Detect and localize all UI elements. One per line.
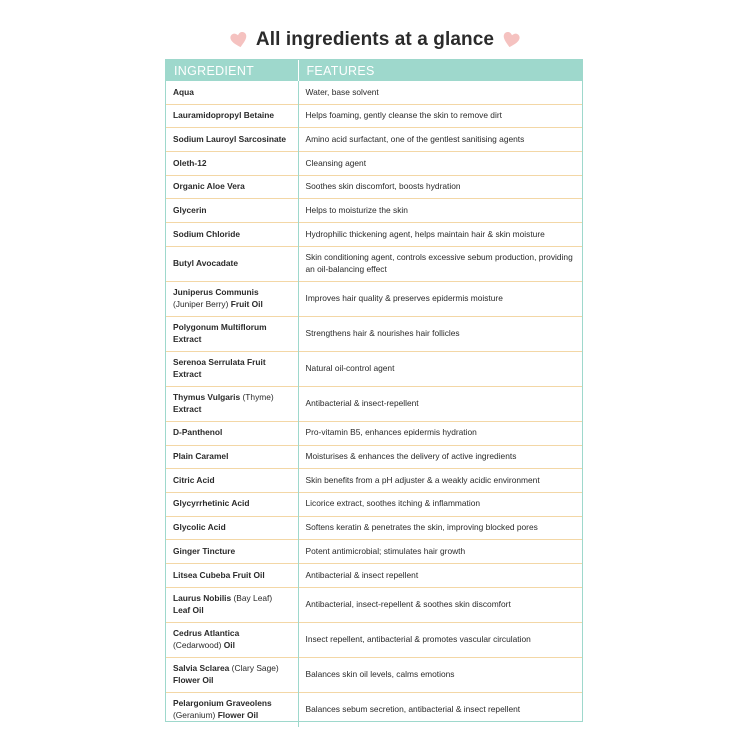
heart-icon bbox=[502, 32, 520, 48]
table-row bbox=[166, 540, 582, 564]
ingredient-name: Leaf Oil bbox=[173, 604, 204, 615]
ingredient-name: Sodium Lauroyl Sarcosinate bbox=[173, 133, 287, 144]
feature-cell: Amino acid surfactant, one of the gentlest sanitising agents bbox=[298, 128, 582, 152]
table-row bbox=[166, 175, 582, 199]
ingredient-cell bbox=[166, 175, 298, 199]
ingredient-name: Aqua bbox=[173, 86, 194, 97]
feature-cell: Skin conditioning agent, controls excessive sebum production, providing an oil-balancing effect bbox=[298, 246, 582, 281]
ingredient-cell bbox=[166, 81, 298, 104]
ingredient-name: (Geranium) bbox=[173, 709, 218, 720]
table-row bbox=[166, 199, 582, 223]
ingredient-name: (Bay Leaf) bbox=[233, 593, 273, 604]
feature-cell: Insect repellent, antibacterial & promotes vascular circulation bbox=[298, 622, 582, 657]
ingredient-cell bbox=[166, 692, 298, 727]
table-row bbox=[166, 246, 582, 281]
table-row bbox=[166, 128, 582, 152]
ingredient-name: Lauramidopropyl Betaine bbox=[173, 110, 274, 121]
feature-cell: Water, base solvent bbox=[305, 86, 379, 97]
ingredient-name: Pelargonium Graveolens bbox=[173, 698, 272, 709]
feature-cell: Licorice extract, soothes itching & inflammation bbox=[298, 492, 582, 516]
ingredient-cell bbox=[166, 622, 298, 657]
feature-cell: Improves hair quality & preserves epidermis moisture bbox=[298, 281, 582, 316]
table-row bbox=[166, 386, 582, 421]
ingredient-name: Extract bbox=[173, 403, 202, 414]
ingredient-cell bbox=[166, 492, 298, 516]
ingredient-name: Plain Caramel bbox=[173, 451, 229, 462]
feature-cell: Potent antimicrobial; stimulates hair growth bbox=[298, 540, 582, 564]
page-header bbox=[0, 26, 750, 54]
ingredient-name: D-Panthenol bbox=[173, 427, 223, 438]
table-row bbox=[166, 657, 582, 692]
feature-cell: Helps to moisturize the skin bbox=[298, 199, 582, 223]
table-row bbox=[166, 316, 582, 351]
table-row bbox=[166, 223, 582, 247]
ingredient-name: Oleth-12 bbox=[173, 157, 207, 168]
feature-cell: Balances skin oil levels, calms emotions bbox=[298, 657, 582, 692]
feature-cell: Strengthens hair & nourishes hair follicles bbox=[298, 316, 582, 351]
table-row bbox=[166, 152, 582, 176]
ingredient-name: Cedrus Atlantica bbox=[173, 628, 240, 639]
feature-cell: Softens keratin & penetrates the skin, improving blocked pores bbox=[298, 516, 582, 540]
ingredient-name: Flower Oil bbox=[217, 709, 259, 720]
ingredient-cell bbox=[166, 587, 298, 622]
table-row bbox=[166, 563, 582, 587]
ingredient-name: Oil bbox=[223, 639, 235, 650]
table-row bbox=[166, 516, 582, 540]
feature-cell: Moisturises & enhances the delivery of active ingredients bbox=[298, 445, 582, 469]
feature-cell: Helps foaming, gently cleanse the skin to remove dirt bbox=[298, 104, 582, 128]
table-row bbox=[166, 587, 582, 622]
ingredient-name: Organic Aloe Vera bbox=[173, 181, 245, 192]
ingredient-cell bbox=[166, 281, 298, 316]
ingredient-name: Butyl Avocadate bbox=[173, 258, 238, 269]
ingredient-name: Citric Acid bbox=[173, 474, 215, 485]
table-row bbox=[166, 692, 582, 727]
ingredient-cell bbox=[166, 540, 298, 564]
column-header-ingredient: INGREDIENT bbox=[166, 60, 298, 81]
ingredient-name: (Clary Sage) bbox=[231, 663, 279, 674]
column-header-features: FEATURES bbox=[298, 60, 582, 81]
feature-cell: Balances sebum secretion, antibacterial & insect repellent bbox=[298, 692, 582, 727]
ingredient-name: Glycyrrhetinic Acid bbox=[173, 498, 250, 509]
feature-cell: Hydrophilic thickening agent, helps maintain hair & skin moisture bbox=[298, 223, 582, 247]
feature-cell: Soothes skin discomfort, boosts hydration bbox=[298, 175, 582, 199]
ingredient-cell bbox=[166, 563, 298, 587]
ingredient-name: (Cedarwood) bbox=[173, 639, 224, 650]
ingredient-name: Litsea Cubeba Fruit Oil bbox=[173, 569, 265, 580]
heart-icon bbox=[230, 32, 248, 48]
ingredient-cell bbox=[166, 104, 298, 128]
table-row bbox=[166, 445, 582, 469]
ingredient-name: Juniperus Communis bbox=[173, 287, 259, 298]
ingredient-cell bbox=[166, 128, 298, 152]
table-body bbox=[166, 81, 582, 727]
ingredient-name: Fruit Oil bbox=[230, 298, 263, 309]
ingredient-cell bbox=[166, 152, 298, 176]
table-row bbox=[166, 421, 582, 445]
ingredient-cell bbox=[166, 316, 298, 351]
ingredient-name: Ginger Tincture bbox=[173, 545, 236, 556]
ingredient-cell bbox=[166, 199, 298, 223]
ingredient-name: Flower Oil bbox=[173, 674, 214, 685]
ingredient-cell bbox=[166, 421, 298, 445]
ingredient-name: Glycerin bbox=[173, 205, 207, 216]
ingredient-name: Laurus Nobilis bbox=[173, 593, 234, 604]
table-row bbox=[166, 351, 582, 386]
ingredient-name: Sodium Chloride bbox=[173, 228, 240, 239]
feature-cell: Antibacterial & insect repellent bbox=[298, 563, 582, 587]
ingredient-name: Glycolic Acid bbox=[173, 522, 226, 533]
ingredient-cell bbox=[166, 445, 298, 469]
table-row bbox=[166, 104, 582, 128]
table-header-row bbox=[166, 60, 582, 81]
table-row bbox=[166, 281, 582, 316]
ingredient-cell bbox=[166, 386, 298, 421]
feature-cell: Natural oil-control agent bbox=[298, 351, 582, 386]
feature-cell: Antibacterial & insect-repellent bbox=[298, 386, 582, 421]
ingredient-name: (Juniper Berry) bbox=[173, 298, 231, 309]
ingredient-cell bbox=[166, 223, 298, 247]
ingredient-name: Polygonum Multiflorum Extract bbox=[173, 322, 267, 344]
ingredient-cell bbox=[166, 351, 298, 386]
table-row bbox=[166, 469, 582, 493]
ingredient-name: Thymus Vulgaris bbox=[173, 392, 243, 403]
ingredient-name: (Thyme) bbox=[242, 392, 274, 403]
table-row bbox=[166, 81, 582, 104]
table-row bbox=[166, 622, 582, 657]
ingredient-cell bbox=[166, 469, 298, 493]
table-row bbox=[166, 492, 582, 516]
feature-cell: Pro-vitamin B5, enhances epidermis hydration bbox=[298, 421, 582, 445]
feature-cell: Cleansing agent bbox=[298, 152, 582, 176]
page-title: All ingredients at a glance bbox=[255, 29, 495, 50]
ingredient-name: Serenoa Serrulata Fruit Extract bbox=[173, 357, 266, 379]
feature-cell: Antibacterial, insect-repellent & soothes skin discomfort bbox=[298, 587, 582, 622]
ingredient-cell bbox=[166, 246, 298, 281]
feature-cell: Skin benefits from a pH adjuster & a weakly acidic environment bbox=[298, 469, 582, 493]
ingredient-cell bbox=[166, 657, 298, 692]
ingredients-table bbox=[165, 59, 583, 722]
ingredient-cell bbox=[166, 516, 298, 540]
ingredient-name: Salvia Sclarea bbox=[173, 663, 232, 674]
